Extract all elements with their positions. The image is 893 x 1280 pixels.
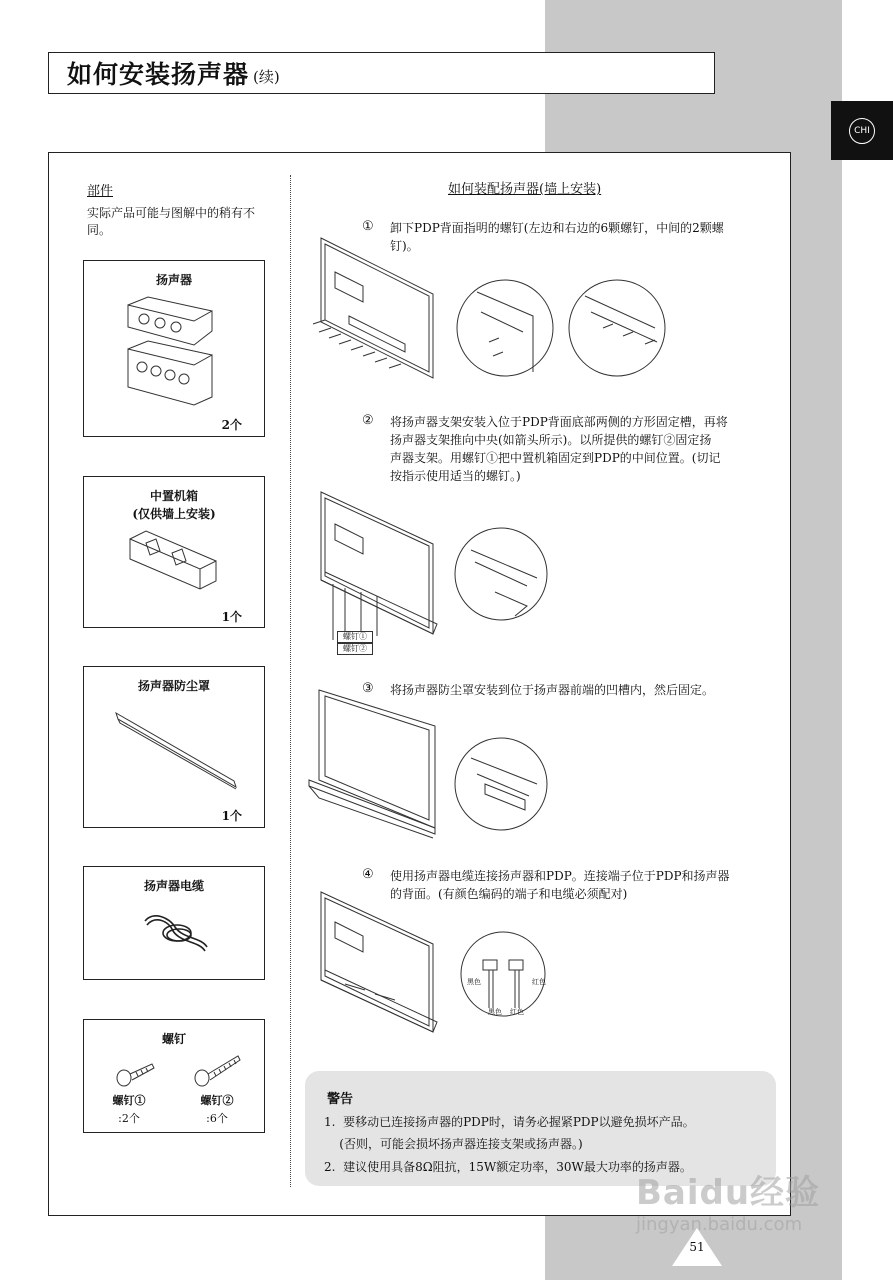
warning-line: (否则，可能会损坏扬声器连接支架或扬声器。)	[324, 1137, 583, 1151]
watermark-url: jingyan.baidu.com	[636, 1214, 803, 1235]
step-number: ③	[362, 681, 374, 696]
cable-illustration	[139, 907, 214, 957]
step-line: 卸下PDP背面指明的螺钉(左边和右边的6颗螺钉，中间的2颗螺	[390, 221, 724, 235]
step-line: 将扬声器防尘罩安装到位于扬声器前端的凹槽内，然后固定。	[390, 683, 715, 697]
screw-1-label: 螺钉①	[112, 1094, 146, 1107]
part-title: 中置机箱 (仅供墙上安装)	[132, 489, 216, 521]
cable-label-red: 红色	[510, 1008, 524, 1016]
part-title: 螺钉	[161, 1032, 186, 1046]
screw-2-qty: :6个	[206, 1112, 228, 1125]
parts-note: 实际产品可能与图解中的稍有不同。	[87, 206, 256, 237]
callout-screw-1: 螺钉①	[337, 631, 373, 643]
callout-screw-2: 螺钉②	[337, 643, 373, 655]
part-title: 扬声器电缆	[143, 879, 204, 893]
part-qty: 1个	[221, 809, 242, 823]
screw-1-qty: :2个	[118, 1112, 140, 1125]
page-title-suffix: (续)	[253, 67, 280, 86]
watermark-brand: Baidu经验	[636, 1173, 821, 1213]
screw-2-label: 螺钉②	[200, 1094, 234, 1107]
step-number: ②	[362, 413, 374, 428]
warning-line: 2. 建议使用具备8Ω阻抗，15W额定功率，30W最大功率的扬声器。	[324, 1160, 692, 1174]
step-4-illustration	[305, 890, 565, 1040]
part-dust-cover	[83, 666, 265, 828]
column-divider	[290, 175, 291, 1187]
dust-cover-illustration	[114, 711, 244, 791]
language-tab	[831, 101, 893, 160]
step-line: 钉)。	[390, 239, 419, 253]
step-number: ④	[362, 867, 374, 882]
language-badge: CHI	[849, 118, 875, 144]
step-line: 扬声器支架推向中央(如箭头所示)。以所提供的螺钉②固定扬	[390, 433, 712, 447]
screw-1-icon	[112, 1054, 172, 1090]
page-title-box	[48, 52, 715, 94]
step-line: 声器支架。用螺钉①把中置机箱固定到PDP的中间位置。(切记	[390, 451, 721, 465]
part-title: 扬声器防尘罩	[137, 679, 210, 693]
speaker-illustration	[124, 297, 224, 407]
step-line: 使用扬声器电缆连接扬声器和PDP。连接端子位于PDP和扬声器	[390, 869, 730, 883]
page-number: 51	[689, 1240, 705, 1254]
assembly-heading: 如何装配扬声器(墙上安装)	[448, 182, 602, 197]
part-speaker-cable	[83, 866, 265, 980]
part-title: 扬声器	[155, 273, 192, 287]
watermark	[636, 1165, 820, 1235]
step-line: 将扬声器支架安装入位于PDP背面底部两侧的方形固定槽，再将	[390, 415, 728, 429]
step-1-illustration	[305, 232, 785, 382]
step-3-illustration	[305, 688, 565, 838]
part-qty: 2个	[221, 418, 242, 432]
part-center-box	[83, 476, 265, 628]
step-line: 按指示使用适当的螺钉。)	[390, 469, 521, 483]
terminal-label-black: 黑色	[467, 978, 481, 986]
parts-heading: 部件	[87, 184, 114, 199]
step-line: 的背面。(有颜色编码的端子和电缆必须配对)	[390, 887, 628, 901]
part-speaker	[83, 260, 265, 437]
page-title: 如何安装扬声器	[67, 60, 250, 89]
part-screws	[83, 1019, 265, 1133]
step-2-text	[390, 413, 728, 485]
center-box-illustration	[126, 529, 226, 591]
cable-label-black: 黑色	[488, 1008, 502, 1016]
step-number: ①	[362, 219, 374, 234]
warning-title: 警告	[327, 1092, 354, 1107]
part-qty: 1个	[221, 610, 242, 624]
warning-line: 1. 要移动已连接扬声器的PDP时，请务必握紧PDP以避免损坏产品。	[324, 1115, 695, 1129]
screw-2-icon	[192, 1050, 252, 1090]
terminal-label-red: 红色	[532, 978, 546, 986]
